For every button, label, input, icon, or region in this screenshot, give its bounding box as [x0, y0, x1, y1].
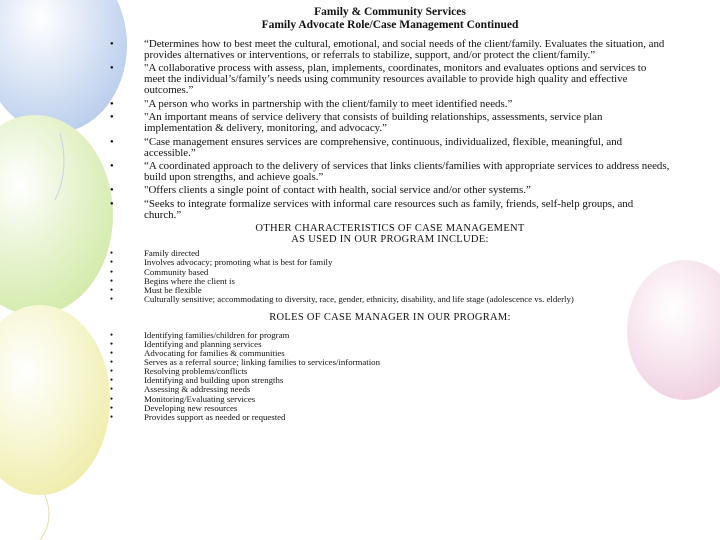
list-item: ● Assessing & addressing needs: [110, 385, 670, 394]
list-item: ● “Seeks to integrate formalize services with informal care resources such as family, friends, self-help groups, and church.”: [110, 199, 670, 221]
list-item: ● "A collaborative process with assess, plan, implements, coordinates, monitors and evaluates options and services to meet the individual’s/family’s needs using community resources available to provide high quality and effective outcomes.”: [110, 63, 670, 96]
list-item: ● Begins where the client is: [110, 277, 670, 286]
list-item: ● Serves as a referral source; linking families to services/information: [110, 358, 670, 367]
list-item: ● “Case management ensures services are comprehensive, continuous, individualized, flexible, meaningful, and accessible.”: [110, 137, 670, 159]
definitions-list: [110, 39, 670, 221]
roles-heading: ROLES OF CASE MANAGER IN OUR PROGRAM:: [269, 311, 511, 323]
list-item: ● Culturally sensitive; accommodating to diversity, race, gender, ethnicity, disability, and life stage (adolescence vs. elderly): [110, 295, 670, 304]
list-item: ● Identifying and planning services: [110, 340, 670, 349]
balloon-string: [40, 495, 49, 540]
characteristics-heading-line2: AS USED IN OUR PROGRAM INCLUDE:: [291, 234, 489, 246]
list-item: ● “Determines how to best meet the cultural, emotional, and social needs of the client/family. Evaluates the situation, and provides alternatives or interventions, or referrals to stabilize, support, and/or protect the client/family.”: [110, 39, 670, 61]
list-item: ● Advocating for families & communities: [110, 349, 670, 358]
list-item: ● Family directed: [110, 249, 670, 258]
list-item: ● Must be flexible: [110, 286, 670, 295]
balloon-yellow: [0, 305, 110, 495]
balloon-green: [0, 115, 113, 315]
list-item: ● Provides support as needed or requested: [110, 413, 670, 422]
list-item: ● “A coordinated approach to the delivery of services that links clients/families with appropriate services to address needs, build upon strengths, and achieve goals.”: [110, 161, 670, 183]
list-item: ● Identifying and building upon strengths: [110, 376, 670, 385]
list-item: ● Monitoring/Evaluating services: [110, 395, 670, 404]
list-item: ● Involves advocacy; promoting what is best for family: [110, 258, 670, 267]
roles-list: [110, 331, 670, 422]
page-subtitle: Family Advocate Role/Case Management Continued: [261, 19, 519, 31]
balloon-blue: [0, 0, 127, 133]
list-item: ● "A person who works in partnership with the client/family to meet identified needs.”: [110, 99, 670, 110]
characteristics-list: [110, 249, 670, 304]
list-item: ● Developing new resources: [110, 404, 670, 413]
list-item: ● "Offers clients a single point of contact with health, social service and/or other systems.”: [110, 185, 670, 196]
document-page: [110, 6, 670, 536]
list-item: ● Resolving problems/conflicts: [110, 367, 670, 376]
characteristics-heading: OTHER CHARACTERISTICS OF CASE MANAGEMENT: [255, 223, 525, 235]
page-title: Family & Community Services: [314, 6, 466, 18]
list-item: ● Community based: [110, 268, 670, 277]
list-item: ● Identifying families/children for program: [110, 331, 670, 340]
list-item: ● "An important means of service delivery that consists of building relationships, assessments, service plan implementation & delivery, monitoring, and advocacy.”: [110, 112, 670, 134]
